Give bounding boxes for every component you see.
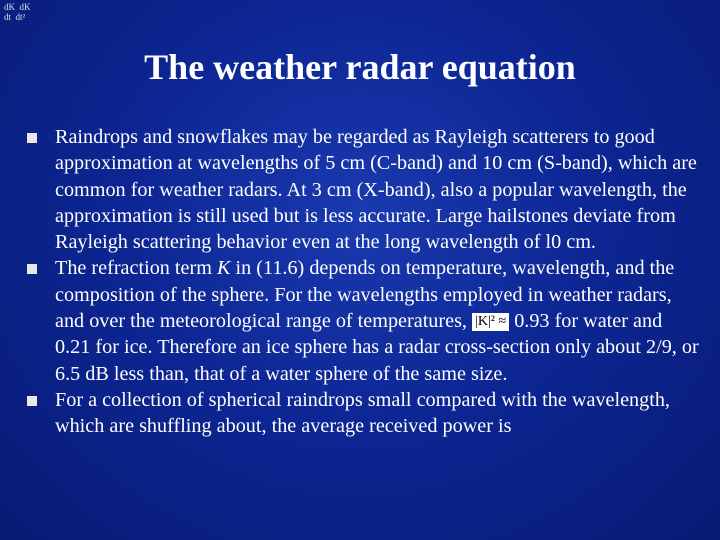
bullet-text: in (11.6) depends on temperature, wavelength, and the composition of the sphere. For the wavelengths employed in weather radars, and over the meteorological range of temperatures,: [55, 257, 675, 333]
corner-formula: dK dK dt dt²: [4, 2, 31, 22]
square-bullet-icon: [27, 133, 37, 143]
bullet-text: Raindrops and snowflakes may be regarded as Rayleigh scatterers to good approximation at wavelengths of 5 cm (C-band) and 10 cm (S-band), which are common for weather radars. At 3 cm (X-band), also a popular wavelength, the approximation is still used but is less accurate. Large hailstones deviate from Rayleigh scattering behavior even at the long wavelength of l0 cm.: [55, 126, 697, 254]
bullet-rayleigh: [27, 124, 699, 255]
bullet-refraction: [27, 255, 699, 386]
bullet-text: For a collection of spherical raindrops small compared with the wavelength, which are shuffling about, the average received power is: [55, 388, 670, 438]
k-symbol: K: [216, 257, 231, 280]
square-bullet-icon: [27, 396, 37, 406]
bullet-list: [27, 124, 699, 440]
k-squared-formula: |K|² ≈: [472, 313, 509, 331]
bullet-raindrops: [27, 387, 699, 440]
slide-title: The weather radar equation: [144, 47, 576, 87]
square-bullet-icon: [27, 264, 37, 274]
bullet-text: The refraction term: [55, 257, 217, 280]
bullet-text: 0.93 for water and 0.21 for ice. Therefore an ice sphere has a radar cross-section only about 2/9, or 6.5 dB less than, that of a water sphere of the same size.: [55, 310, 699, 385]
